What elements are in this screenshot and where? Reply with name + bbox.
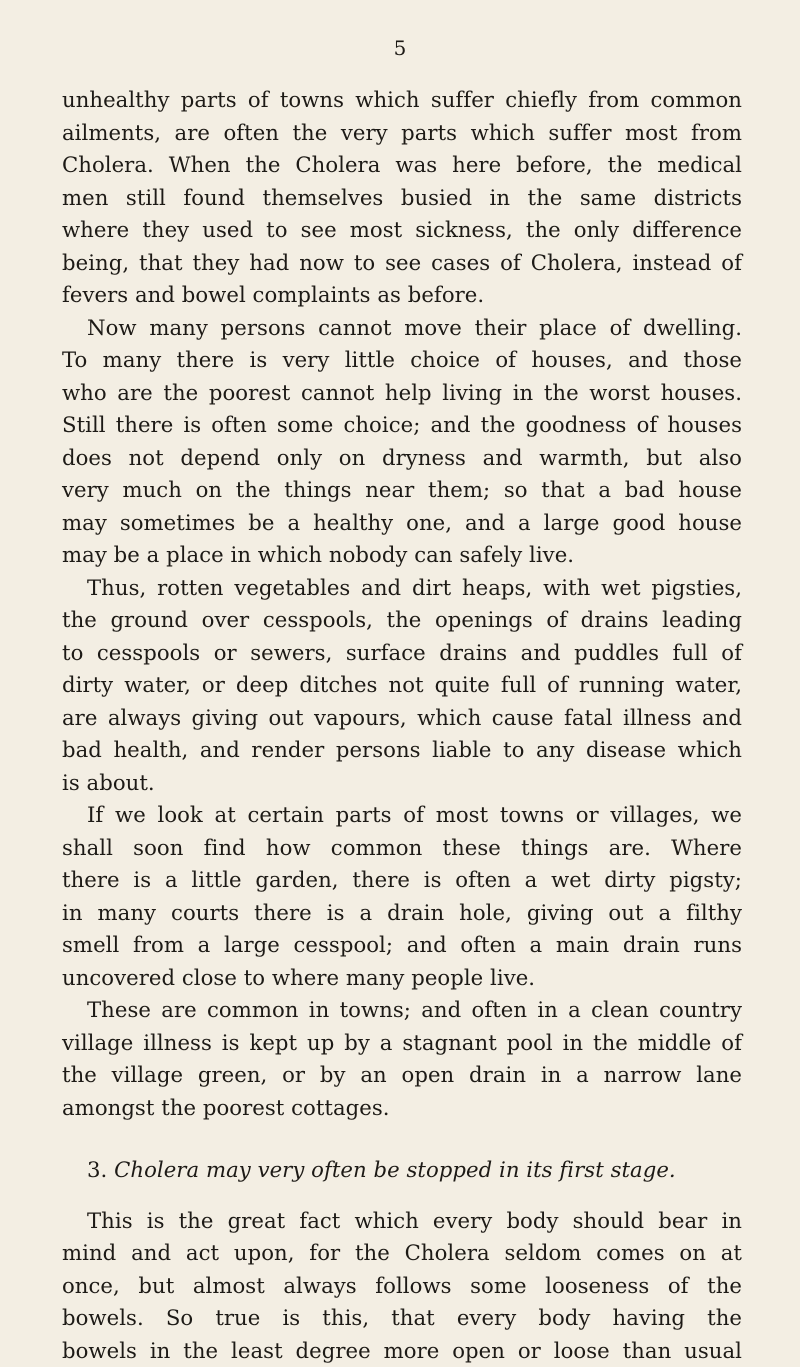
page-number: 5 [0, 36, 800, 60]
text-line: being, that they had now to see cases of Cholera, instead of [62, 247, 742, 280]
text-line: the village green, or by an open drain in a narrow lane [62, 1059, 742, 1092]
text-line: village illness is kept up by a stagnant pool in the middle of [62, 1027, 742, 1060]
text-line: Thus, rotten vegetables and dirt heaps, with wet pigsties, [62, 572, 742, 605]
text-line: bowels in the least degree more open or loose than usual [62, 1335, 742, 1367]
text-line: Now many persons cannot move their place of dwelling. [62, 312, 742, 345]
paragraph-1 [62, 84, 742, 312]
text-line: the ground over cesspools, the openings of drains leading [62, 604, 742, 637]
text-line: bad health, and render persons liable to any disease which [62, 734, 742, 767]
text-line: is about. [62, 767, 742, 800]
text-line: are always giving out vapours, which cause fatal illness and [62, 702, 742, 735]
body-text [62, 84, 742, 1367]
text-line: may sometimes be a healthy one, and a large good house [62, 507, 742, 540]
text-line: These are common in towns; and often in a clean country [62, 994, 742, 1027]
text-line: who are the poorest cannot help living in the worst houses. [62, 377, 742, 410]
section-title: Cholera may very often be stopped in its first stage. [114, 1157, 676, 1182]
text-line: This is the great fact which every body should bear in [62, 1205, 742, 1238]
text-line: in many courts there is a drain hole, giving out a filthy [62, 897, 742, 930]
text-line: smell from a large cesspool; and often a main drain runs [62, 929, 742, 962]
section-spacer [62, 1187, 742, 1205]
text-line: once, but almost always follows some looseness of the [62, 1270, 742, 1303]
text-line: uncovered close to where many people live. [62, 962, 742, 995]
text-line: unhealthy parts of towns which suffer chiefly from common [62, 84, 742, 117]
text-line: fevers and bowel complaints as before. [62, 279, 742, 312]
paragraph-5 [62, 994, 742, 1124]
paragraph-2 [62, 312, 742, 572]
text-line: mind and act upon, for the Cholera seldom comes on at [62, 1237, 742, 1270]
text-line: may be a place in which nobody can safely live. [62, 539, 742, 572]
section-spacer [62, 1124, 742, 1154]
text-line: amongst the poorest cottages. [62, 1092, 742, 1125]
paragraph-3 [62, 572, 742, 800]
text-line: there is a little garden, there is often a wet dirty pigsty; [62, 864, 742, 897]
text-line: shall soon find how common these things are. Where [62, 832, 742, 865]
text-line: Cholera. When the Cholera was here before, the medical [62, 149, 742, 182]
section-number: 3. [87, 1157, 107, 1182]
text-line: ailments, are often the very parts which suffer most from [62, 117, 742, 150]
text-line: bowels. So true is this, that every body having the [62, 1302, 742, 1335]
text-line: men still found themselves busied in the same districts [62, 182, 742, 215]
text-line: very much on the things near them; so that a bad house [62, 474, 742, 507]
text-line: To many there is very little choice of houses, and those [62, 344, 742, 377]
text-line: If we look at certain parts of most towns or villages, we [62, 799, 742, 832]
text-line: where they used to see most sickness, the only difference [62, 214, 742, 247]
text-line: does not depend only on dryness and warmth, but also [62, 442, 742, 475]
text-line: to cesspools or sewers, surface drains and puddles full of [62, 637, 742, 670]
paragraph-4 [62, 799, 742, 994]
section-heading [62, 1154, 742, 1187]
paragraph-6 [62, 1205, 742, 1367]
text-line: Still there is often some choice; and the goodness of houses [62, 409, 742, 442]
text-line: dirty water, or deep ditches not quite full of running water, [62, 669, 742, 702]
